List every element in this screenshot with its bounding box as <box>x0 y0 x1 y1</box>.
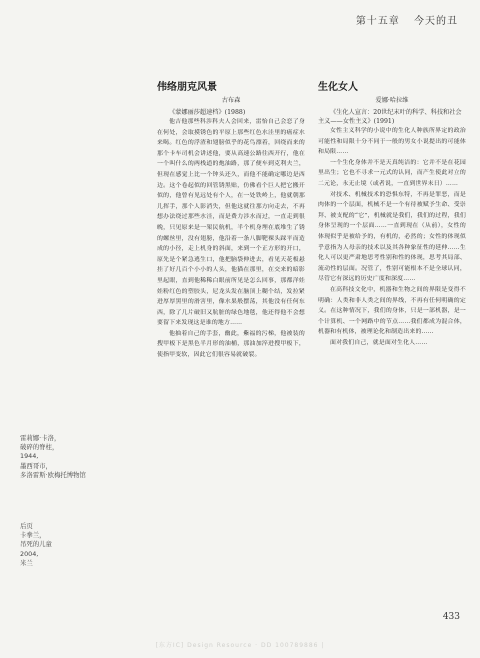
article-source: 《生化人宣言：20世纪末叶的科学、科技和社会主义——女性主义》(1991) <box>318 109 462 125</box>
article-paragraph: 女性主义科学的小说中的生化人种族所界定的政治可能性和局限十分不同于一般的男女小说提出的可能体和局限…… <box>318 128 466 156</box>
article-title: 生化女人 <box>318 82 358 93</box>
right-article <box>318 78 466 348</box>
caption-line: 雷莉娜·卡洛， <box>20 434 61 442</box>
left-article <box>157 78 305 361</box>
caption-line: 后页 <box>20 522 33 530</box>
article-title: 伟络朋克风景 <box>157 82 217 93</box>
running-header <box>356 12 458 27</box>
article-paragraph: 他抽着自己的手套，幽此，紫福的污梯，他被装的搜甲板下是黑色半月形的油桶，那油加淬进搜甲板下，使指甲变软，因此它们很容易就破裂。 <box>157 330 305 359</box>
caption-line: 吊死的儿童 <box>20 540 52 549</box>
caption-line: 米兰 <box>20 558 33 567</box>
image-caption <box>20 434 140 480</box>
article-paragraph: 一个生化身体并不是天真纯洁的：它并不是在花园里出生；它也不寻求一元式的认同，而产生使此对立的二元论，永无止境（或者说，一直到世界末日）…… <box>318 159 466 187</box>
article-paragraph: 面对我们自己，就是面对生化人…… <box>330 339 428 346</box>
article-source: 《蒙娜丽莎超速档》(1988) <box>169 109 246 116</box>
article-paragraph: 他吉他那些科涉科夫人会回来，雷怡自己会恋了身在何处，会取摸锈色的平原上那些红色水洼里的癌症水来喝。红色的浮渣和翅膀似乎的花鸟漂着，回绕而来的那个卡车司机会讲述他，要从高速公路往西开行，他在一个叫什么的两栈道的炮油路，那了便车到克利夫兰，但现在感觉上比一个钟头还久，而他不能确定哪边是西边。这个卷起似的回管锈黑贴，仿佛看个巨人把它搬开似的，他曾有见远处有个人，在一处铁岭上，他就朝那儿挥手，那个人影消失，但他这就往那方向走去，不再想办法绕过那些水洼，而是费力涉水而过，一直走到很晚，只见原来是一架民航机，半个机身埋在底堆生了锈的螺丝里，没有翅膀，他沿着一条八脚靶裸头踩平而造成的小径，走上机身的斜面，来到一个正方形的开口，原先是个紧急逃生口，他把脑袋伸进去，看见天花板悬挂了好几百个小小的人头，他猫在那里，在交来的暗影里起眼，直到他稀稀白眼前所见是怎么回事，那都洋娃娃粉红色的塑胶头，尼龙头发在脑顶上糊个结，发拉紧进厚厚黑里的滑害里，像水果般摆荡，其他没有任何东西，除了几片破旧又肮脏的绿色地毯，他还得他不会想要留下来发现这是谁的地方…… <box>157 119 305 327</box>
page-number: 433 <box>442 612 460 622</box>
caption-line: 墨西哥市， <box>20 461 52 470</box>
caption-line: 2004, <box>20 549 39 558</box>
caption-line: 卡拳兰， <box>20 531 46 540</box>
article-paragraph: 在高科技文化中，机器和生物之间的界限是变得不明确：人类和非人类之间的界线，不再有任何明确的定义。在这种情况下，我们的身体，只是一部机器，是一个计算机、一个网路中的节点……我们都成为混合体，机器和有机体，被理论化和制造出来的…… <box>318 286 466 336</box>
chapter-label: 第十五章 <box>355 16 400 27</box>
image-caption <box>20 522 140 568</box>
watermark: [东方IC] Design Resource · DD 100789886 | <box>155 642 325 649</box>
caption-line: 1944, <box>20 452 39 461</box>
article-paragraph: 对技术、机械技术的恐惧东特，不再是罪恶，而是肉体的一个层面，机械不是一个有待被赋予生命、受崇拜、被支配的“它”，机械就是我们，我们的过程，我们身体呈现的一个层面……一直到现在（从前），女性的体现似乎是被给予的，有机的，必然的；女性的体现似乎意指为人母亲的技术以及其各种象征性的延伸……生化人可以更严肃地思考性别和性的体现，思考其局部、流动性的层面。况管了，性别可能根本不是全球认同，尽管它有深远的历史广度和深度…… <box>318 191 466 283</box>
article-author: 古布森 <box>221 97 241 104</box>
caption-line: 破碎的脊柱， <box>20 443 59 452</box>
article-author: 爱娜·哈拉维 <box>375 97 409 104</box>
chapter-title: 今天的丑 <box>414 16 458 27</box>
caption-line: 多洛雷斯·欧梅托博物馆 <box>20 470 86 479</box>
